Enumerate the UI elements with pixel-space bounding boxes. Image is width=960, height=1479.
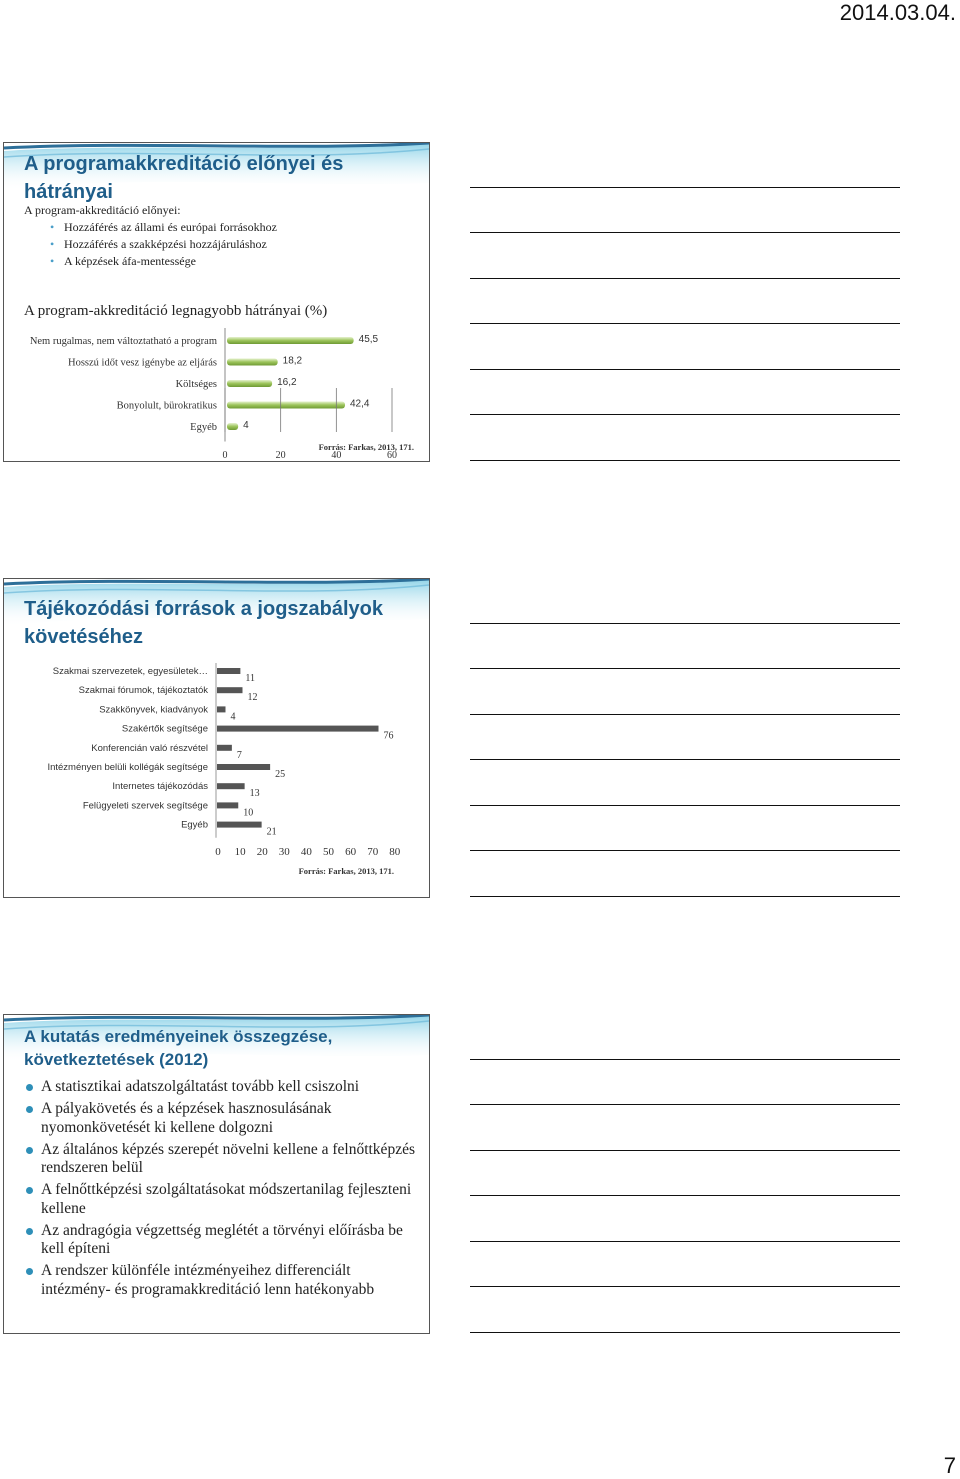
list-item: A pályakövetés és a képzések hasznosulásának nyomonkövetését ki kellene dolgozni: [20, 1100, 421, 1137]
note-line: [470, 369, 900, 370]
tick-label: 0: [215, 846, 221, 858]
advantages-intro: A program-akkreditáció előnyei:: [24, 203, 181, 217]
note-line: [470, 714, 900, 715]
bar: [217, 687, 243, 693]
bar: [227, 359, 278, 366]
note-line: [470, 805, 900, 806]
note-line: [470, 414, 900, 415]
category-label: Bonyolult, bürokratikus: [116, 400, 217, 412]
bar: [217, 822, 262, 828]
category-label: Szakmai fórumok, tájékoztatók: [78, 685, 208, 697]
bar: [217, 726, 379, 732]
tick-label: 40: [300, 846, 312, 858]
tick-label: 0: [222, 450, 228, 461]
value-label: 4: [230, 711, 236, 723]
list-item: • Hozzáférés az állami és európai forrásokhoz: [64, 220, 277, 237]
category-label: Szakkönyvek, kiadványok: [99, 704, 208, 716]
tick-label: 10: [234, 846, 246, 858]
bar: [227, 402, 345, 409]
value-label: 10: [243, 807, 254, 819]
advantages-list: [64, 220, 277, 271]
note-line: [470, 1286, 900, 1287]
category-label: Felügyeleti szervek segítsége: [82, 800, 208, 812]
note-line: [470, 1332, 900, 1333]
chart-title: A program-akkreditáció legnagyobb hátrányai (%): [24, 303, 328, 319]
value-label: 45,5: [358, 334, 379, 345]
list-item: A statisztikai adatszolgáltatást tovább kell csiszolni: [20, 1078, 421, 1097]
tick-label: 30: [278, 846, 290, 858]
category-label: Hosszú időt vesz igénybe az eljárás: [68, 357, 217, 369]
tick-label: 20: [275, 450, 286, 461]
slide-title: Tájékozódási források a jogszabályok követéséhez: [24, 598, 384, 648]
list-item: A rendszer különféle intézményeihez differenciált intézmény- és programakkreditáció lenn hatékonyabb: [20, 1262, 421, 1299]
value-label: 42,4: [350, 398, 370, 410]
note-line: [470, 323, 900, 324]
tick-label: 50: [323, 846, 334, 858]
slide-1: [3, 142, 430, 462]
disadvantages-chart: [4, 323, 430, 462]
tick-label: 80: [389, 846, 401, 858]
note-line: [470, 759, 900, 760]
slide-2: [3, 578, 430, 898]
bar: [217, 745, 232, 751]
value-label: 4: [243, 420, 249, 431]
sources-chart: [4, 659, 430, 898]
tick-label: 40: [331, 450, 342, 461]
list-item: • A képzések áfa-mentessége: [64, 254, 277, 271]
bar: [217, 706, 226, 712]
tick-label: 20: [256, 846, 268, 858]
tick-label: 60: [345, 846, 357, 858]
bar: [227, 337, 354, 344]
page-number: 7: [943, 1453, 956, 1478]
note-line: [470, 187, 900, 188]
note-line: [470, 668, 900, 669]
value-label: 13: [249, 788, 260, 800]
bar: [217, 764, 270, 770]
note-line: [470, 1059, 900, 1060]
value-label: 11: [245, 673, 256, 684]
bar: [227, 380, 272, 387]
bar: [227, 423, 238, 430]
category-label: Szakmai szervezetek, egyesületek…: [52, 666, 208, 677]
list-item: • Hozzáférés a szakképzési hozzájáruláshoz: [64, 237, 277, 254]
note-line: [470, 1195, 900, 1196]
note-line: [470, 232, 900, 233]
category-label: Konferencián való részvétel: [91, 742, 208, 754]
tick-label: 60: [387, 450, 397, 461]
tick-label: 70: [367, 846, 379, 858]
note-line: [470, 896, 900, 897]
note-line: [470, 460, 900, 461]
header-date: 2014.03.04.: [839, 0, 956, 25]
note-line: [470, 278, 900, 279]
category-label: Szakértők segítsége: [121, 723, 208, 735]
value-label: 7: [236, 749, 242, 761]
source-note: Forrás: Farkas, 2013, 171.: [318, 442, 414, 452]
category-label: Egyéb: [181, 819, 208, 831]
list-item: Az andragógia végzettség meglétét a törvényi előírásba be kell építeni: [20, 1222, 421, 1259]
note-line: [470, 1150, 900, 1151]
value-label: 76: [383, 730, 394, 742]
bar: [217, 783, 245, 789]
slide-title: A programakkreditáció előnyei és hátrányai: [24, 153, 344, 203]
category-label: Nem rugalmas, nem változtatható a program: [29, 336, 217, 347]
slide-3: [3, 1014, 430, 1334]
value-label: 16,2: [277, 377, 297, 388]
category-label: Egyéb: [190, 422, 217, 433]
list-item: Az általános képzés szerepét növelni kellene a felnőttképzés rendszeren belül: [20, 1141, 421, 1178]
value-label: 21: [266, 826, 277, 838]
note-line: [470, 850, 900, 851]
note-line: [470, 623, 900, 624]
list-item: A felnőttképzési szolgáltatásokat módszertanilag fejleszteni kellene: [20, 1181, 421, 1218]
note-line: [470, 1104, 900, 1105]
category-label: Intézményen belüli kollégák segítsége: [47, 762, 208, 773]
value-label: 18,2: [282, 355, 303, 367]
conclusions-list: [20, 1078, 421, 1303]
bar: [217, 668, 240, 674]
bar: [217, 802, 238, 808]
source-note: Forrás: Farkas, 2013, 171.: [298, 866, 394, 876]
category-label: Költséges: [175, 379, 217, 390]
slide-title: A kutatás eredményeinek összegzése, következtetések (2012): [24, 1027, 333, 1069]
category-label: Internetes tájékozódás: [112, 781, 208, 793]
value-label: 12: [247, 692, 258, 704]
value-label: 25: [275, 769, 286, 780]
note-line: [470, 1241, 900, 1242]
